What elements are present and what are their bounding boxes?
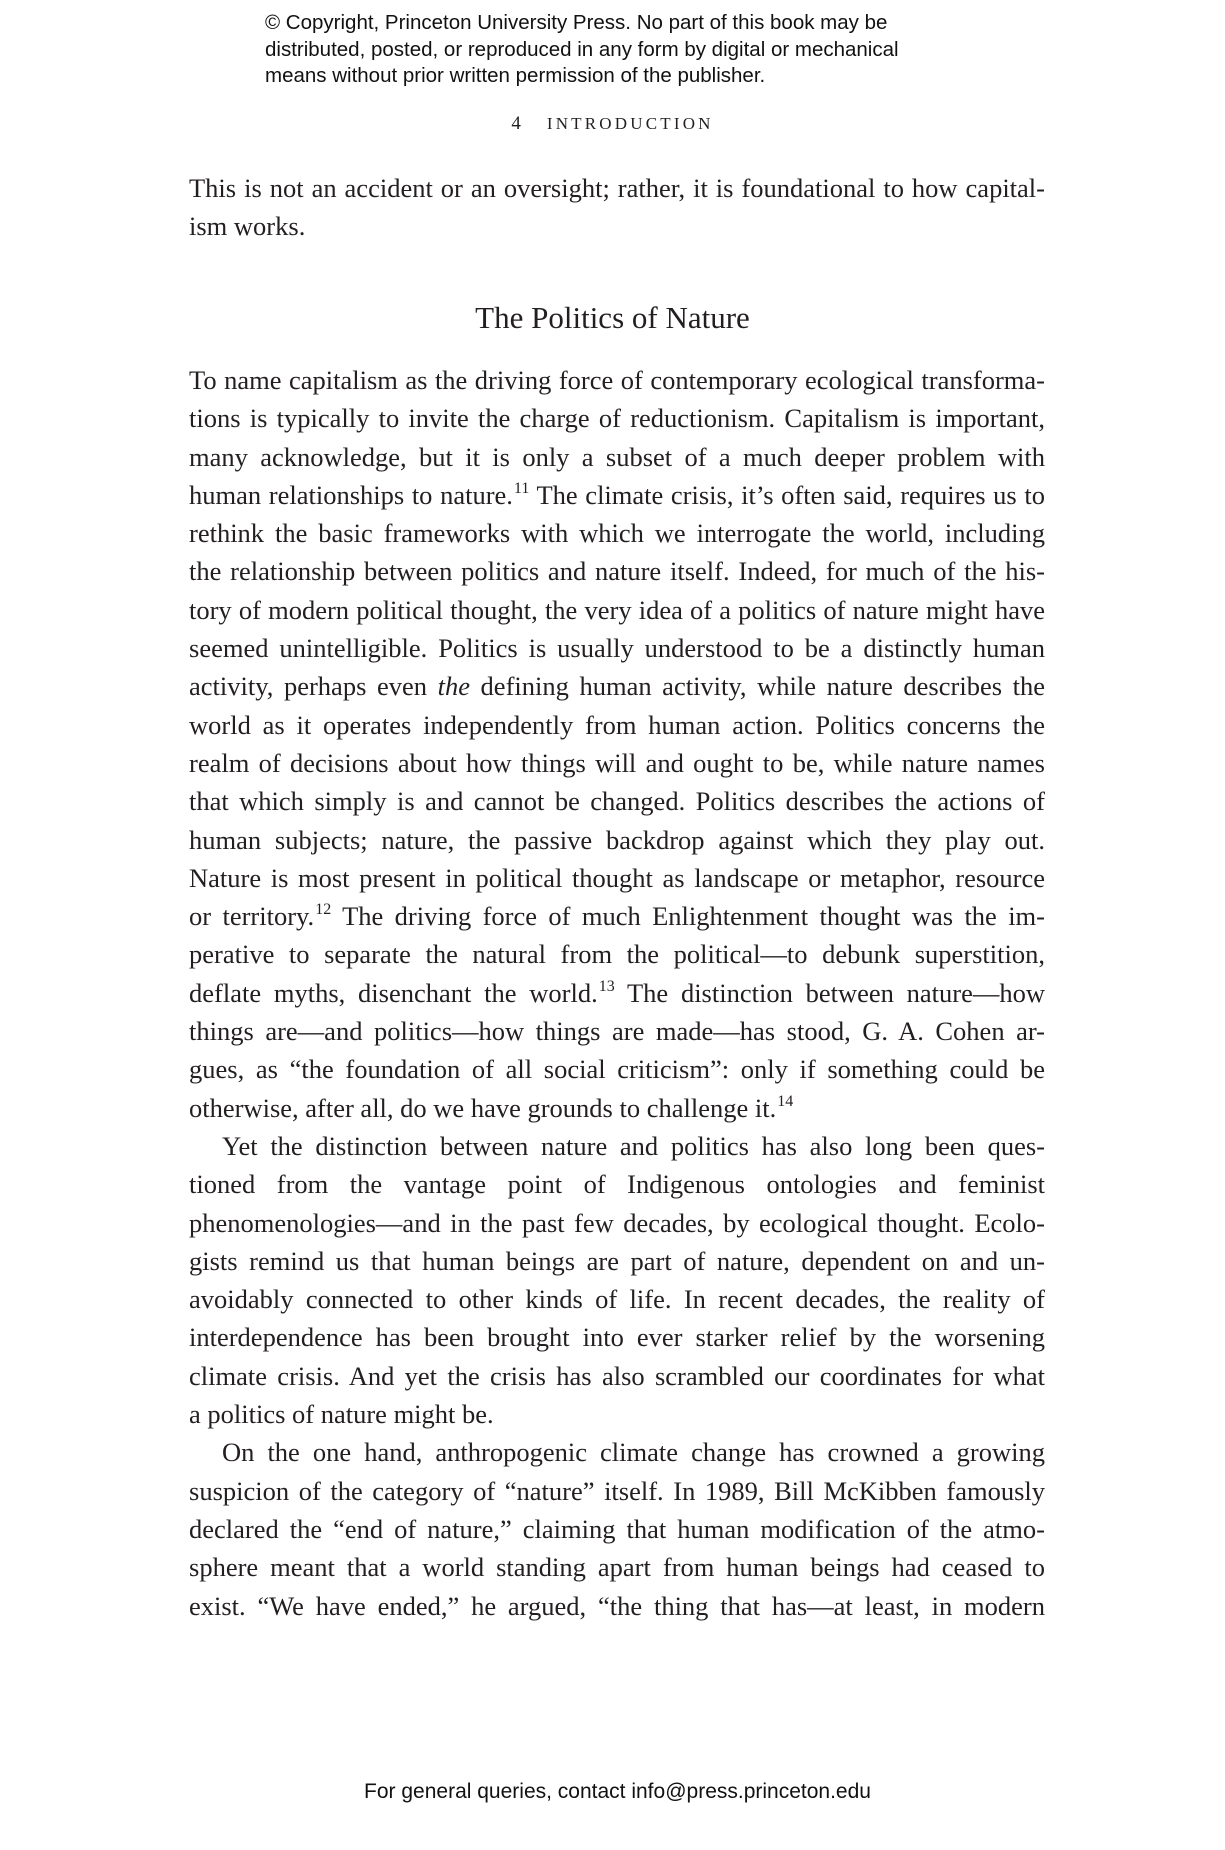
text-line bbox=[189, 897, 1045, 935]
text-line: realm of decisions about how things will and ought to be, while nature names bbox=[189, 747, 1045, 778]
footnote-ref[interactable]: 11 bbox=[513, 479, 530, 497]
text-span: otherwise, after all, do we have grounds to challenge it. bbox=[189, 1092, 777, 1123]
text-line: human subjects; nature, the passive backdrop against which they play out. bbox=[189, 824, 1045, 855]
footnote-ref[interactable]: 12 bbox=[315, 901, 332, 919]
body-text bbox=[189, 361, 1045, 1625]
emphasis: the bbox=[437, 671, 470, 702]
copyright-line: © Copyright, Princeton University Press. No part of this book may be bbox=[265, 11, 888, 34]
running-head-title: INTRODUCTION bbox=[546, 114, 714, 133]
text-span: The climate crisis, it’s often said, requires us to bbox=[529, 479, 1045, 510]
text-span: The distinction between nature—how bbox=[614, 977, 1045, 1008]
text-line: the relationship between politics and nature itself. Indeed, for much of the his- bbox=[189, 556, 1045, 587]
text-line: tions is typically to invite the charge of reductionism. Capitalism is important, bbox=[189, 403, 1045, 434]
copyright-line: distributed, posted, or reproduced in any form by digital or mechanical bbox=[265, 37, 899, 61]
text-line: On the one hand, anthropogenic climate change has crowned a growing bbox=[222, 1437, 1045, 1468]
text-line bbox=[189, 1089, 1045, 1127]
text-line: This is not an accident or an oversight; rather, it is foundational to how capital- bbox=[189, 173, 1045, 203]
text-line: rethink the basic frameworks with which we interrogate the world, including bbox=[189, 518, 1045, 549]
text-line: avoidably connected to other kinds of life. In recent decades, the reality of bbox=[189, 1284, 1045, 1315]
text-line: tory of modern political thought, the very idea of a politics of nature might have bbox=[189, 594, 1045, 625]
footer-text[interactable]: For general queries, contact info@press.princeton.edu bbox=[364, 1780, 871, 1803]
text-line: seemed unintelligible. Politics is usually understood to be a distinctly human bbox=[189, 633, 1045, 664]
text-line: phenomenologies—and in the past few decades, by ecological thought. Ecolo- bbox=[189, 1207, 1045, 1238]
text-line: things are—and politics—how things are made—has stood, G. A. Cohen ar- bbox=[189, 1016, 1045, 1047]
text-line: that which simply is and cannot be changed. Politics describes the actions of bbox=[189, 786, 1045, 817]
text-line: Yet the distinction between nature and politics has also long been ques- bbox=[222, 1130, 1045, 1161]
text-line bbox=[189, 667, 1045, 705]
text-line: To name capitalism as the driving force of contemporary ecological transforma- bbox=[189, 365, 1045, 395]
text-line: perative to separate the natural from the political—to debunk superstition, bbox=[189, 939, 1045, 970]
text-line: gues, as “the foundation of all social criticism”: only if something could be bbox=[189, 1054, 1045, 1085]
page-number: 4 bbox=[511, 113, 521, 134]
copyright-notice bbox=[265, 10, 1025, 90]
text-line: sphere meant that a world standing apart from human beings had ceased to bbox=[189, 1552, 1045, 1583]
text-line bbox=[189, 974, 1045, 1012]
text-line: world as it operates independently from human action. Politics concerns the bbox=[189, 709, 1045, 740]
text-line: ism works. bbox=[189, 211, 306, 242]
footnote-ref[interactable]: 13 bbox=[598, 977, 615, 995]
text-line: interdependence has been brought into ever starker relief by the worsening bbox=[189, 1322, 1045, 1353]
text-span: activity, perhaps even bbox=[189, 671, 438, 702]
text-line: tioned from the vantage point of Indigenous ontologies and feminist bbox=[189, 1169, 1045, 1200]
footnote-ref[interactable]: 14 bbox=[777, 1092, 794, 1110]
running-head bbox=[0, 113, 1225, 135]
text-span: The driving force of much Enlightenment thought was the im- bbox=[331, 901, 1045, 932]
section-heading: The Politics of Nature bbox=[475, 300, 750, 335]
text-line: climate crisis. And yet the crisis has also scrambled our coordinates for what bbox=[189, 1360, 1045, 1391]
text-line bbox=[189, 476, 1045, 514]
footer-contact bbox=[0, 1780, 1225, 1804]
text-line: exist. “We have ended,” he argued, “the thing that has—at least, in modern bbox=[189, 1590, 1045, 1621]
text-span: deflate myths, disenchant the world. bbox=[189, 977, 598, 1008]
text-line: declared the “end of nature,” claiming that human modification of the atmo- bbox=[189, 1513, 1045, 1544]
text-line: suspicion of the category of “nature” itself. In 1989, Bill McKibben famously bbox=[189, 1475, 1045, 1506]
copyright-line: means without prior written permission of the publisher. bbox=[265, 64, 766, 87]
text-span: defining human activity, while nature describes the bbox=[469, 671, 1045, 702]
intro-paragraph bbox=[189, 169, 1045, 246]
text-line: Nature is most present in political thought as landscape or metaphor, resource bbox=[189, 862, 1045, 893]
text-span: or territory. bbox=[189, 901, 315, 932]
text-span: human relationships to nature. bbox=[189, 479, 513, 510]
text-line: gists remind us that human beings are part of nature, dependent on and un- bbox=[189, 1245, 1045, 1276]
text-line: a politics of nature might be. bbox=[189, 1399, 494, 1430]
text-line: many acknowledge, but it is only a subset of a much deeper problem with bbox=[189, 441, 1045, 472]
